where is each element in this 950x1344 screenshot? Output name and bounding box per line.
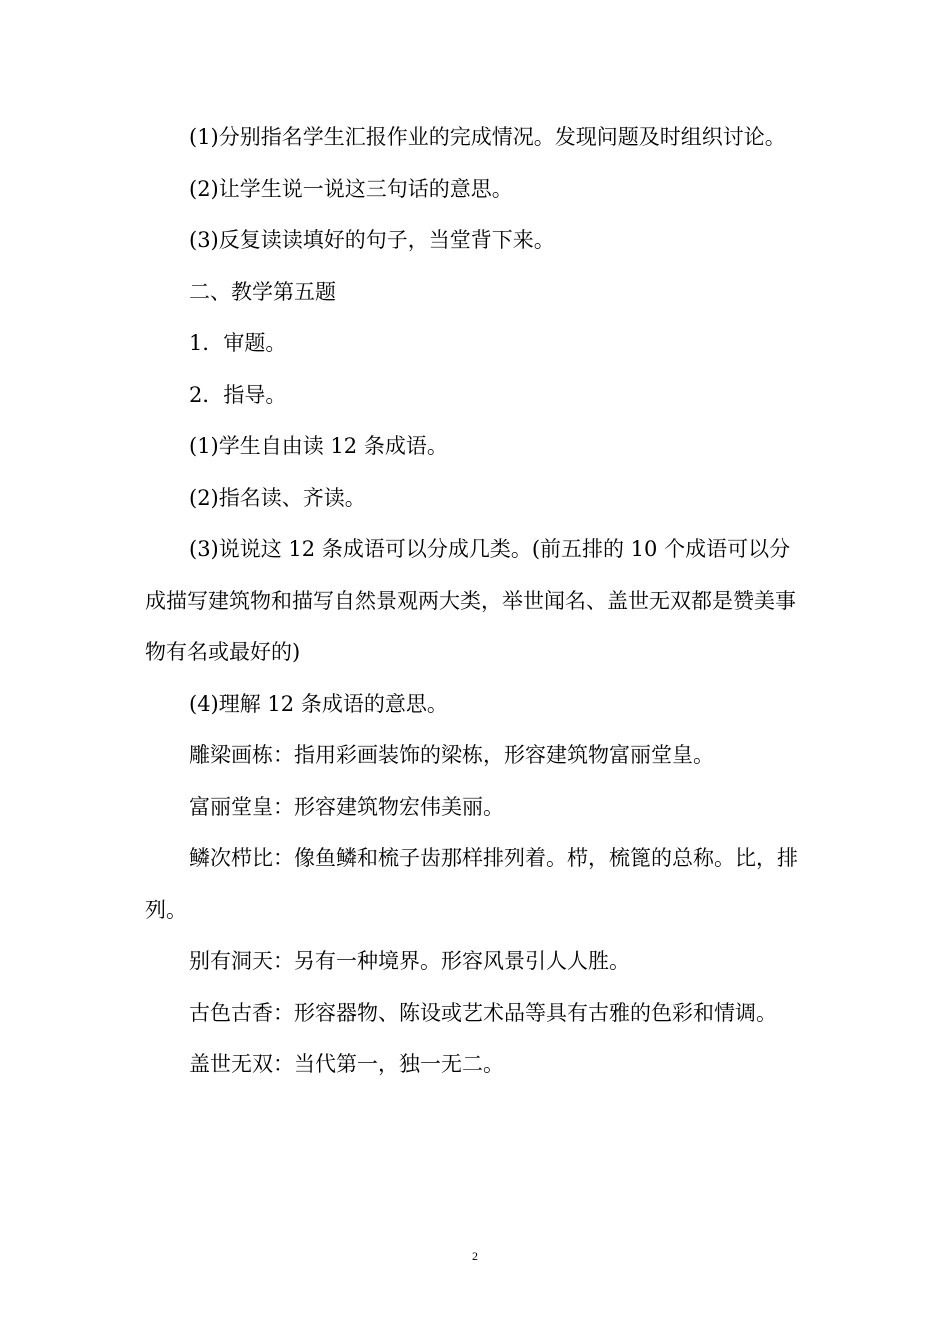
idiom-definition: 雕梁画栋：指用彩画装饰的梁栋，形容建筑物富丽堂皇。 <box>189 743 714 767</box>
idiom-definition: 富丽堂皇：形容建筑物宏伟美丽。 <box>189 794 504 819</box>
section-heading-exercise-five: 二、教学第五题 <box>189 279 336 304</box>
step-review-question: 1．审题。 <box>189 331 287 355</box>
paragraph-free-reading: (1)学生自由读 12 条成语。 <box>189 434 448 458</box>
idiom-definition: 别有洞天：另有一种境界。形容风景引人人胜。 <box>189 949 630 973</box>
idiom-definition: 盖世无双：当代第一，独一无二。 <box>189 1052 504 1076</box>
paragraph-classify-idioms: (3)说说这 12 条成语可以分成几类。(前五排的 10 个成语可以分成描写建筑物和描写自然景观两大类，举世闻名、盖世无双都是赞美事物有名或最好的) <box>145 537 796 664</box>
idiom-definition: 鳞次栉比：像鱼鳞和梳子齿那样排列着。栉，梳篦的总称。比，排列。 <box>145 846 798 922</box>
paragraph-explain-sentences: (2)让学生说一说这三句话的意思。 <box>189 176 513 201</box>
step-guidance: 2．指导。 <box>189 382 287 407</box>
paragraph-recite-sentences: (3)反复读读填好的句子，当堂背下来。 <box>189 228 555 252</box>
document-body <box>145 112 805 1091</box>
paragraph-understand-idioms: (4)理解 12 条成语的意思。 <box>189 691 448 716</box>
idiom-definition: 古色古香：形容器物、陈设或艺术品等具有古雅的色彩和情调。 <box>189 1000 777 1025</box>
page-number: 2 <box>472 1249 478 1263</box>
paragraph-group-reading: (2)指名读、齐读。 <box>189 485 366 510</box>
paragraph-report-homework: (1)分别指名学生汇报作业的完成情况。发现问题及时组织讨论。 <box>189 125 786 149</box>
